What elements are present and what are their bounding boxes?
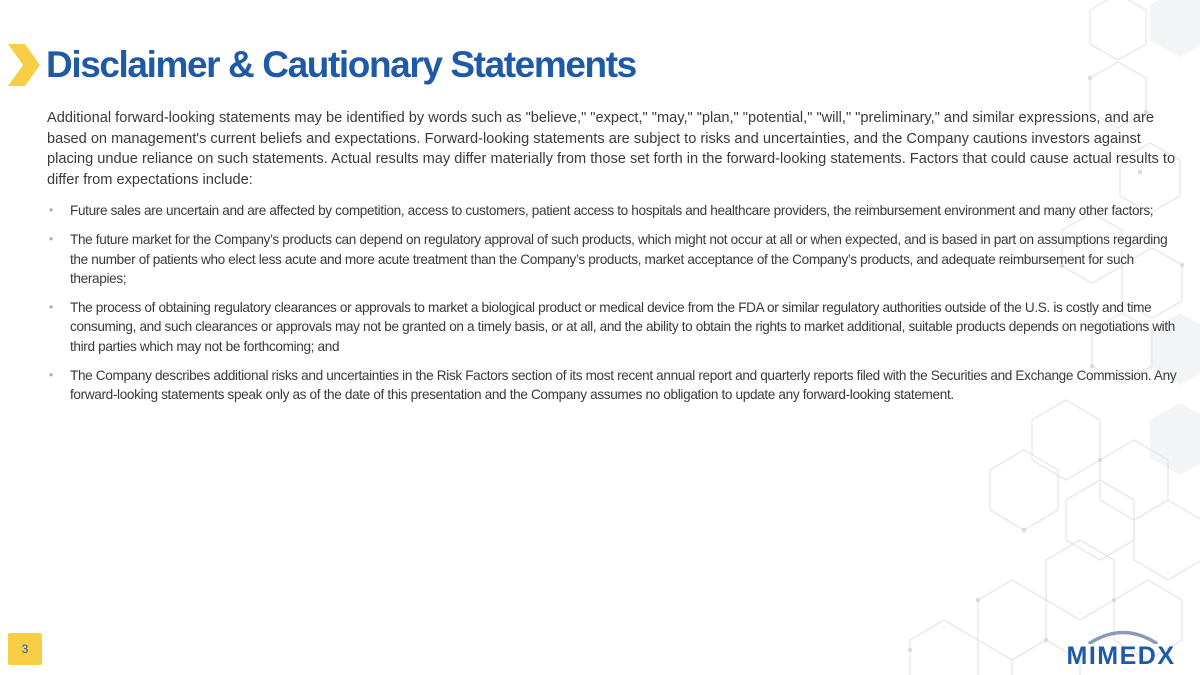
bullet-marker: • xyxy=(49,367,53,382)
list-item-text: The Company describes additional risks and uncertainties in the Risk Factors section of its most recent annual report and quarterly reports filed with the Securities and Exchange Commission. Any forward-looking statements speak only as of the date of this presentation and the Company assumes no obligation to update any forward-looking statement. xyxy=(70,367,1177,403)
list-item xyxy=(47,230,1177,289)
slide-title: Disclaimer & Cautionary Statements xyxy=(46,44,636,85)
slide-body xyxy=(47,108,1177,414)
list-item-text: The process of obtaining regulatory clearances or approvals to market a biological product or medical device from the FDA or similar regulatory authorities outside of the U.S. is costly and time consuming, and such clearances or approvals may not be granted on a timely basis, or at all, and the ability to obtain the rights to market additional, suitable products depends on negotiations with third parties which may not be forthcoming; and xyxy=(70,299,1175,354)
chevron-right-icon xyxy=(8,44,40,86)
page-number: 3 xyxy=(8,633,42,665)
list-item xyxy=(47,201,1177,221)
bullet-marker: • xyxy=(49,203,53,218)
factor-list xyxy=(47,201,1177,404)
bullet-marker: • xyxy=(49,231,53,246)
list-item xyxy=(47,298,1177,357)
list-item-text: The future market for the Company’s products can depend on regulatory approval of such products, which might not occur at all or when expected, and is based in part on assumptions regarding the number of patients who elect less acute and more acute treatment than the Company’s products, market acceptance of the Company’s products, and adequate reimbursement for such therapies; xyxy=(70,231,1168,287)
list-item xyxy=(47,366,1177,405)
list-item-text: Future sales are uncertain and are affected by competition, access to customers, patient access to hospitals and healthcare providers, the reimbursement environment and many other factors; xyxy=(70,203,1154,219)
intro-paragraph: Additional forward-looking statements may be identified by words such as "believe," "expect," "may," "plan," "potential," "will," "preliminary," and similar expressions, and are based on management's current beliefs and expectations. Forward-looking statements are subject to risks and uncertainties, and the Company cautions investors against placing undue reliance on such statements. Actual results may differ materially from those set forth in the forward-looking statements. Factors that could cause actual results to differ from expectations include: xyxy=(47,110,1176,188)
mimedx-logo xyxy=(1058,628,1184,670)
bullet-marker: • xyxy=(49,299,53,314)
logo-wordmark: MIMEDX xyxy=(1066,642,1176,670)
